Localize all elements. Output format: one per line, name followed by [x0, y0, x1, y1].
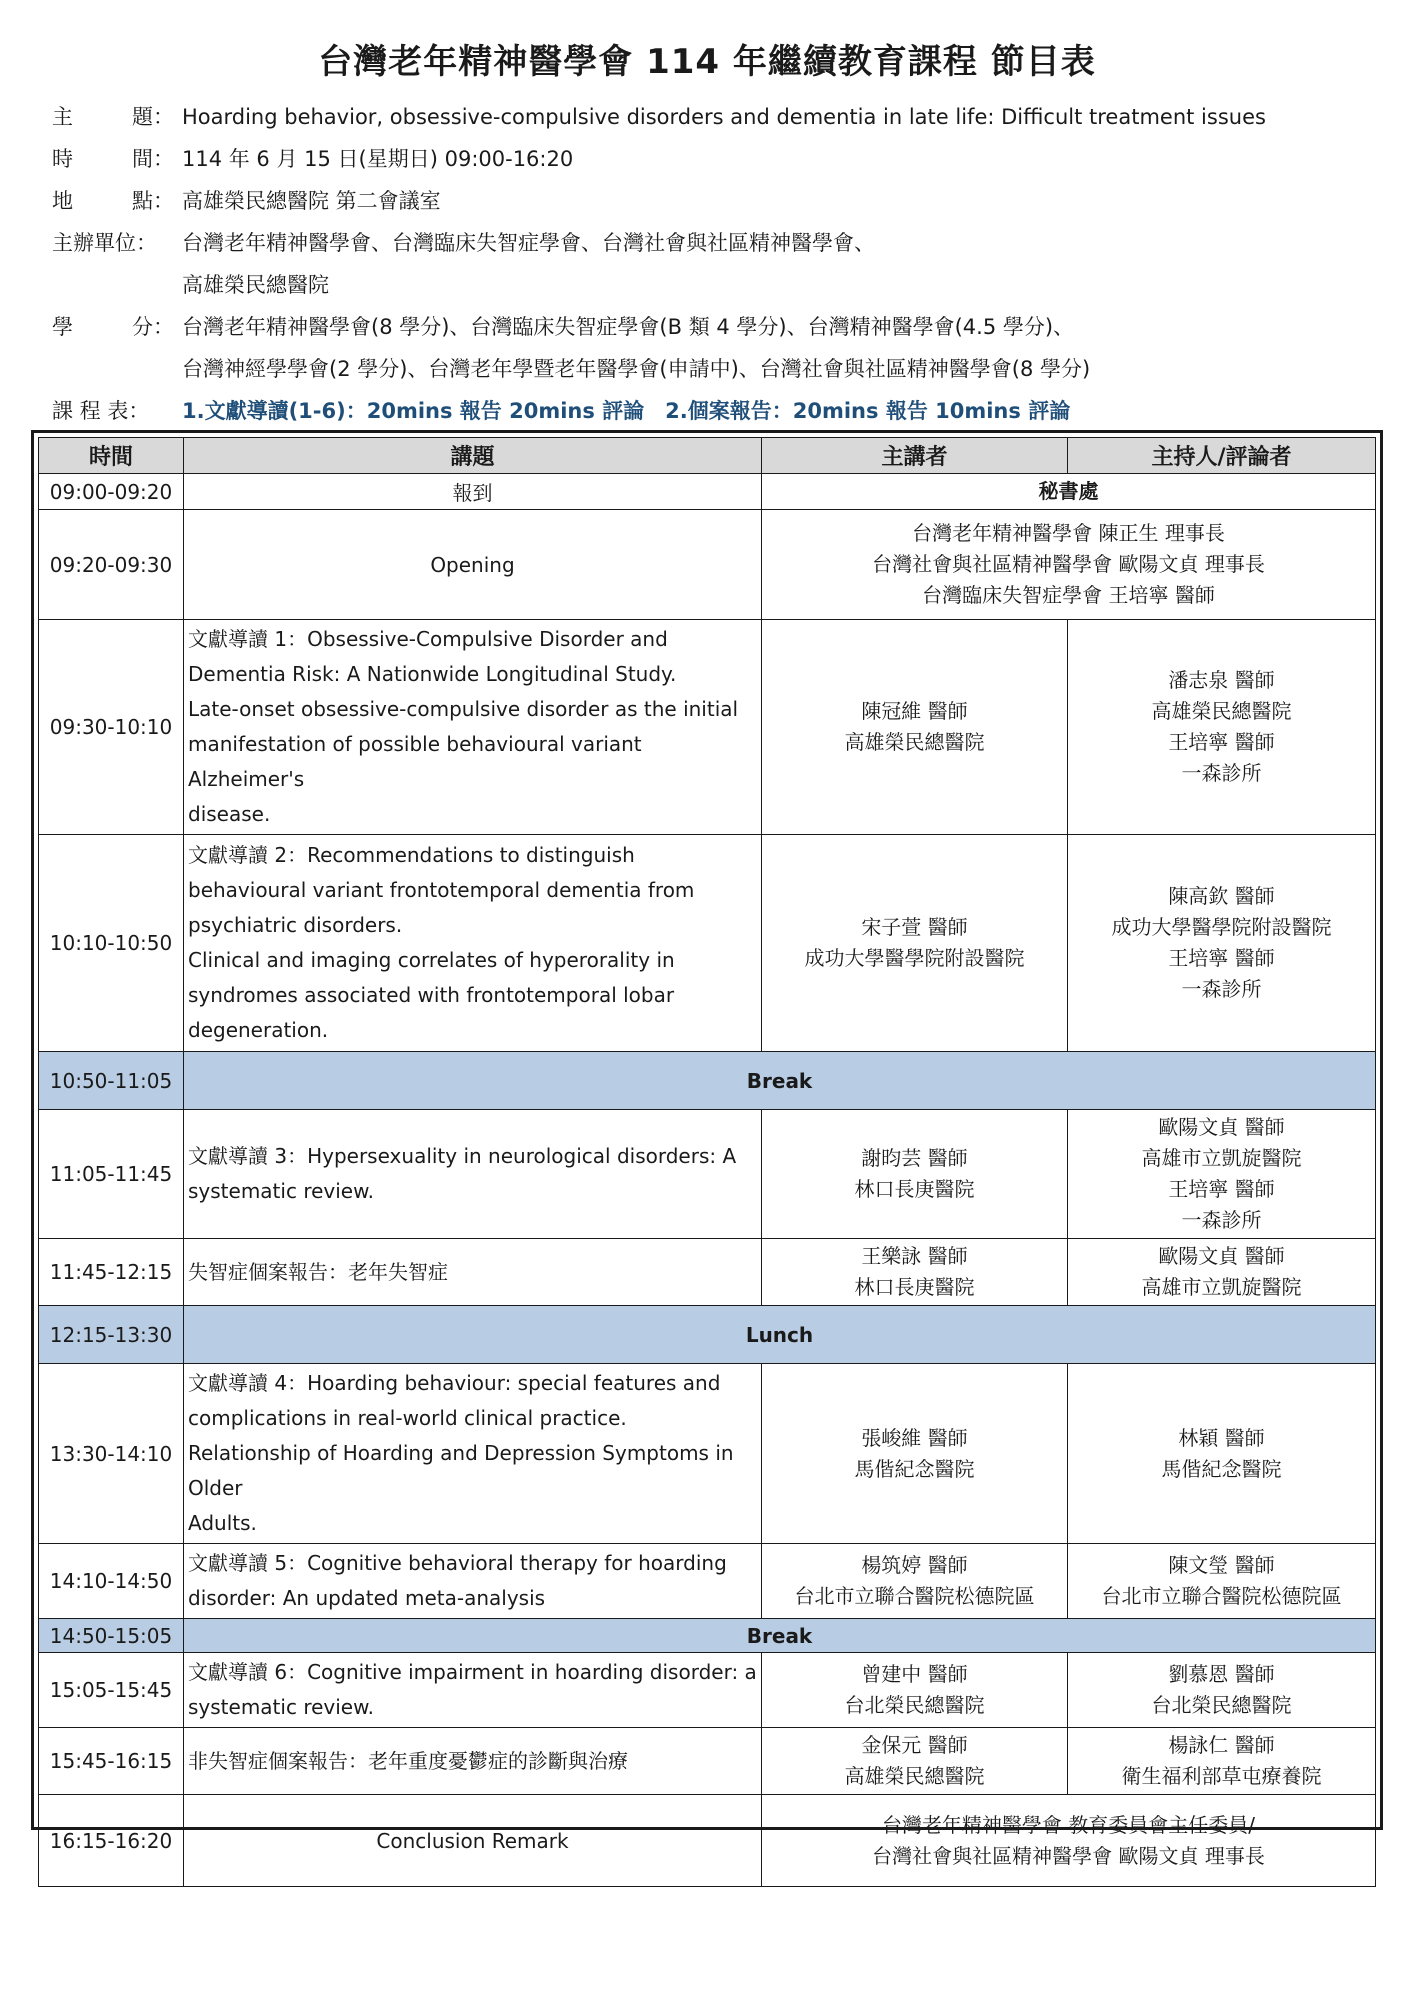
time-cell: 10:50-11:05	[39, 1052, 184, 1110]
time-cell: 16:15-16:20	[39, 1795, 184, 1887]
host-cell	[1068, 1110, 1376, 1239]
host-line: 歐陽文貞 醫師	[1158, 1115, 1285, 1139]
organizer-label: 主辦單位：	[52, 231, 157, 255]
topic-cell	[184, 1239, 762, 1306]
topic-line: complications in real-world clinical practice.	[188, 1406, 627, 1430]
host-line: 成功大學醫學院附設醫院	[1111, 915, 1332, 939]
host-line: 衛生福利部草屯療養院	[1121, 1764, 1322, 1788]
host-line: 馬偕紀念醫院	[1161, 1456, 1282, 1481]
topic-line: 失智症個案報告：老年失智症	[188, 1259, 448, 1284]
host-cell	[1068, 1653, 1376, 1728]
speaker-line: 秘書處	[1038, 479, 1099, 503]
topic-cell	[184, 1795, 762, 1887]
host-cell	[1068, 1239, 1376, 1306]
host-line: 潘志泉 醫師	[1168, 668, 1275, 692]
host-cell	[1068, 835, 1376, 1052]
time-cell: 09:20-09:30	[39, 510, 184, 620]
program-label: 課 程 表：	[52, 399, 150, 423]
topic-line: disorder: An updated meta-analysis	[188, 1586, 546, 1610]
host-cell	[1068, 1364, 1376, 1544]
host-line: 高雄市立凱旋醫院	[1141, 1146, 1302, 1170]
topic-cell	[184, 474, 762, 510]
break-label: Break	[184, 1052, 1376, 1110]
speaker-cell	[762, 620, 1068, 835]
place-value: 高雄榮民總醫院 第二會議室	[182, 189, 441, 213]
table-row-break	[39, 1052, 1376, 1110]
topic-line: 文獻導讀 1：Obsessive-Compulsive Disorder and	[188, 627, 668, 651]
speaker-line: 曾建中 醫師	[861, 1662, 968, 1686]
topic-cell	[184, 1653, 762, 1728]
time-cell: 10:10-10:50	[39, 835, 184, 1052]
speaker-cell	[762, 1364, 1068, 1544]
table-row-break	[39, 1619, 1376, 1653]
topic-line: 文獻導讀 5：Cognitive behavioral therapy for hoarding	[188, 1551, 727, 1575]
table-row	[39, 1795, 1376, 1887]
host-line: 王培寧 醫師	[1168, 730, 1275, 754]
topic-line: 文獻導讀 2：Recommendations to distinguish	[188, 843, 635, 867]
course-info	[52, 96, 1392, 432]
time-label: 時 間：	[52, 147, 174, 171]
table-row	[39, 474, 1376, 510]
schedule-table-frame	[31, 430, 1383, 1868]
speaker-line: 謝昀芸 醫師	[861, 1146, 968, 1170]
speaker-line: 林口長庚醫院	[854, 1177, 975, 1201]
time-cell: 11:45-12:15	[39, 1239, 184, 1306]
topic-line: behavioural variant frontotemporal dementia from	[188, 878, 695, 902]
topic-line: degeneration.	[188, 1018, 329, 1042]
topic-cell	[184, 620, 762, 835]
table-header-row	[39, 438, 1376, 474]
topic-line: 文獻導讀 6：Cognitive impairment in hoarding disorder: a	[188, 1660, 757, 1684]
credit-label: 學 分：	[52, 315, 174, 339]
topic-line: Clinical and imaging correlates of hyperorality in	[188, 948, 675, 972]
header-time: 時間	[39, 438, 184, 474]
topic-line: systematic review.	[188, 1695, 374, 1719]
info-credit-row	[52, 306, 1392, 348]
host-cell	[1068, 1728, 1376, 1795]
info-organizer-row	[52, 222, 1392, 264]
host-line: 一森診所	[1181, 977, 1262, 1001]
credit-value-cont: 台灣神經學學會(2 學分)、台灣老年學暨老年醫學會(申請中)、台灣社會與社區精神醫學會(8 學分)	[182, 357, 1091, 381]
topic-line: Conclusion Remark	[376, 1828, 569, 1853]
table-row-break	[39, 1306, 1376, 1364]
speaker-cell	[762, 474, 1376, 510]
speaker-cell	[762, 1653, 1068, 1728]
topic-label: 主 題：	[52, 105, 174, 129]
speaker-line: 台灣社會與社區精神醫學會 歐陽文貞 理事長	[872, 1843, 1265, 1868]
topic-line: manifestation of possible behavioural variant Alzheimer's	[188, 732, 642, 791]
host-cell	[1068, 620, 1376, 835]
topic-line: syndromes associated with frontotemporal lobar	[188, 983, 675, 1007]
organizer-value-cont: 高雄榮民總醫院	[182, 273, 329, 297]
time-cell: 15:05-15:45	[39, 1653, 184, 1728]
speaker-cell	[762, 1728, 1068, 1795]
topic-cell	[184, 1110, 762, 1239]
time-cell: 11:05-11:45	[39, 1110, 184, 1239]
table-row	[39, 620, 1376, 835]
host-line: 高雄榮民總醫院	[1151, 699, 1292, 723]
program-value: 1.文獻導讀(1-6)：20mins 報告 20mins 評論 2.個案報告：20mins 報告 10mins 評論	[182, 399, 1071, 423]
topic-cell	[184, 835, 762, 1052]
time-cell: 14:10-14:50	[39, 1544, 184, 1619]
organizer-value: 台灣老年精神醫學會、台灣臨床失智症學會、台灣社會與社區精神醫學會、	[182, 231, 875, 255]
table-row	[39, 835, 1376, 1052]
break-label: Lunch	[184, 1306, 1376, 1364]
info-topic-row	[52, 96, 1392, 138]
host-cell	[1068, 1544, 1376, 1619]
topic-line: Relationship of Hoarding and Depression Symptoms in Older	[188, 1441, 734, 1500]
speaker-line: 高雄榮民總醫院	[844, 1764, 985, 1788]
speaker-cell	[762, 835, 1068, 1052]
speaker-line: 台北市立聯合醫院松德院區	[794, 1584, 1035, 1608]
speaker-line: 成功大學醫學院附設醫院	[804, 946, 1025, 970]
host-line: 王培寧 醫師	[1168, 946, 1275, 970]
speaker-line: 馬偕紀念醫院	[854, 1456, 975, 1481]
header-speaker: 主講者	[762, 438, 1068, 474]
header-topic: 講題	[184, 438, 762, 474]
place-label: 地 點：	[52, 189, 174, 213]
page-title: 台灣老年精神醫學會 114 年繼續教育課程 節目表	[318, 42, 1096, 82]
table-row	[39, 1653, 1376, 1728]
info-program-row	[52, 390, 1392, 432]
host-line: 劉慕恩 醫師	[1168, 1662, 1275, 1686]
topic-line: 報到	[452, 481, 493, 505]
speaker-line: 楊筑婷 醫師	[861, 1553, 968, 1577]
host-line: 台北市立聯合醫院松德院區	[1101, 1584, 1342, 1608]
topic-cell	[184, 1544, 762, 1619]
table-row	[39, 1239, 1376, 1306]
topic-line: Late-onset obsessive-compulsive disorder as the initial	[188, 697, 739, 721]
time-value: 114 年 6 月 15 日(星期日) 09:00-16:20	[182, 147, 574, 171]
topic-line: Opening	[430, 552, 515, 577]
table-body	[39, 474, 1376, 1887]
speaker-line: 林口長庚醫院	[854, 1275, 975, 1299]
table-row	[39, 1364, 1376, 1544]
topic-line: Adults.	[188, 1511, 257, 1535]
host-line: 林穎 醫師	[1178, 1425, 1265, 1450]
time-cell: 12:15-13:30	[39, 1306, 184, 1364]
time-cell: 15:45-16:15	[39, 1728, 184, 1795]
speaker-cell	[762, 1795, 1376, 1887]
time-cell: 14:50-15:05	[39, 1619, 184, 1653]
topic-cell	[184, 1728, 762, 1795]
host-line: 陳文瑩 醫師	[1168, 1553, 1275, 1577]
topic-line: Dementia Risk: A Nationwide Longitudinal Study.	[188, 662, 677, 686]
host-line: 台北榮民總醫院	[1151, 1693, 1292, 1717]
header-host: 主持人/評論者	[1068, 438, 1376, 474]
time-cell: 13:30-14:10	[39, 1364, 184, 1544]
topic-value: Hoarding behavior, obsessive-compulsive disorders and dementia in late life: Difficult treatment issues	[182, 105, 1266, 129]
topic-line: psychiatric disorders.	[188, 913, 403, 937]
host-line: 一森診所	[1181, 1208, 1262, 1232]
host-line: 王培寧 醫師	[1168, 1177, 1275, 1201]
table-row	[39, 1544, 1376, 1619]
speaker-cell	[762, 510, 1376, 620]
speaker-line: 台灣社會與社區精神醫學會 歐陽文貞 理事長	[872, 552, 1265, 576]
topic-line: 文獻導讀 3：Hypersexuality in neurological disorders: A	[188, 1144, 737, 1168]
host-line: 一森診所	[1181, 761, 1262, 785]
host-line: 楊詠仁 醫師	[1168, 1733, 1275, 1757]
info-place-row	[52, 180, 1392, 222]
speaker-line: 高雄榮民總醫院	[844, 730, 985, 754]
host-line: 陳高欽 醫師	[1168, 884, 1275, 908]
speaker-line: 台灣老年精神醫學會 教育委員會主任委員/	[881, 1812, 1256, 1837]
time-cell: 09:00-09:20	[39, 474, 184, 510]
break-label: Break	[184, 1619, 1376, 1653]
credit-value: 台灣老年精神醫學會(8 學分)、台灣臨床失智症學會(B 類 4 學分)、台灣精神醫學會(4.5 學分)、	[182, 315, 1075, 339]
topic-cell	[184, 510, 762, 620]
topic-line: systematic review.	[188, 1179, 374, 1203]
speaker-cell	[762, 1239, 1068, 1306]
table-row	[39, 1728, 1376, 1795]
topic-line: disease.	[188, 802, 271, 826]
topic-cell	[184, 1364, 762, 1544]
topic-line: 非失智症個案報告：老年重度憂鬱症的診斷與治療	[188, 1748, 628, 1773]
speaker-line: 陳冠維 醫師	[861, 699, 968, 723]
table-row	[39, 510, 1376, 620]
schedule-table	[38, 437, 1376, 1887]
speaker-line: 宋子萱 醫師	[861, 915, 968, 939]
speaker-line: 王樂詠 醫師	[861, 1244, 968, 1268]
speaker-cell	[762, 1544, 1068, 1619]
host-line: 歐陽文貞 醫師	[1158, 1244, 1285, 1268]
speaker-line: 台灣老年精神醫學會 陳正生 理事長	[912, 521, 1225, 545]
speaker-line: 張峻維 醫師	[861, 1425, 968, 1450]
table-row	[39, 1110, 1376, 1239]
speaker-cell	[762, 1110, 1068, 1239]
speaker-line: 台北榮民總醫院	[844, 1693, 985, 1717]
info-time-row	[52, 138, 1392, 180]
speaker-line: 金保元 醫師	[861, 1733, 968, 1757]
time-cell: 09:30-10:10	[39, 620, 184, 835]
topic-line: 文獻導讀 4：Hoarding behaviour: special features and	[188, 1371, 721, 1395]
host-line: 高雄市立凱旋醫院	[1141, 1275, 1302, 1299]
speaker-line: 台灣臨床失智症學會 王培寧 醫師	[922, 583, 1215, 607]
